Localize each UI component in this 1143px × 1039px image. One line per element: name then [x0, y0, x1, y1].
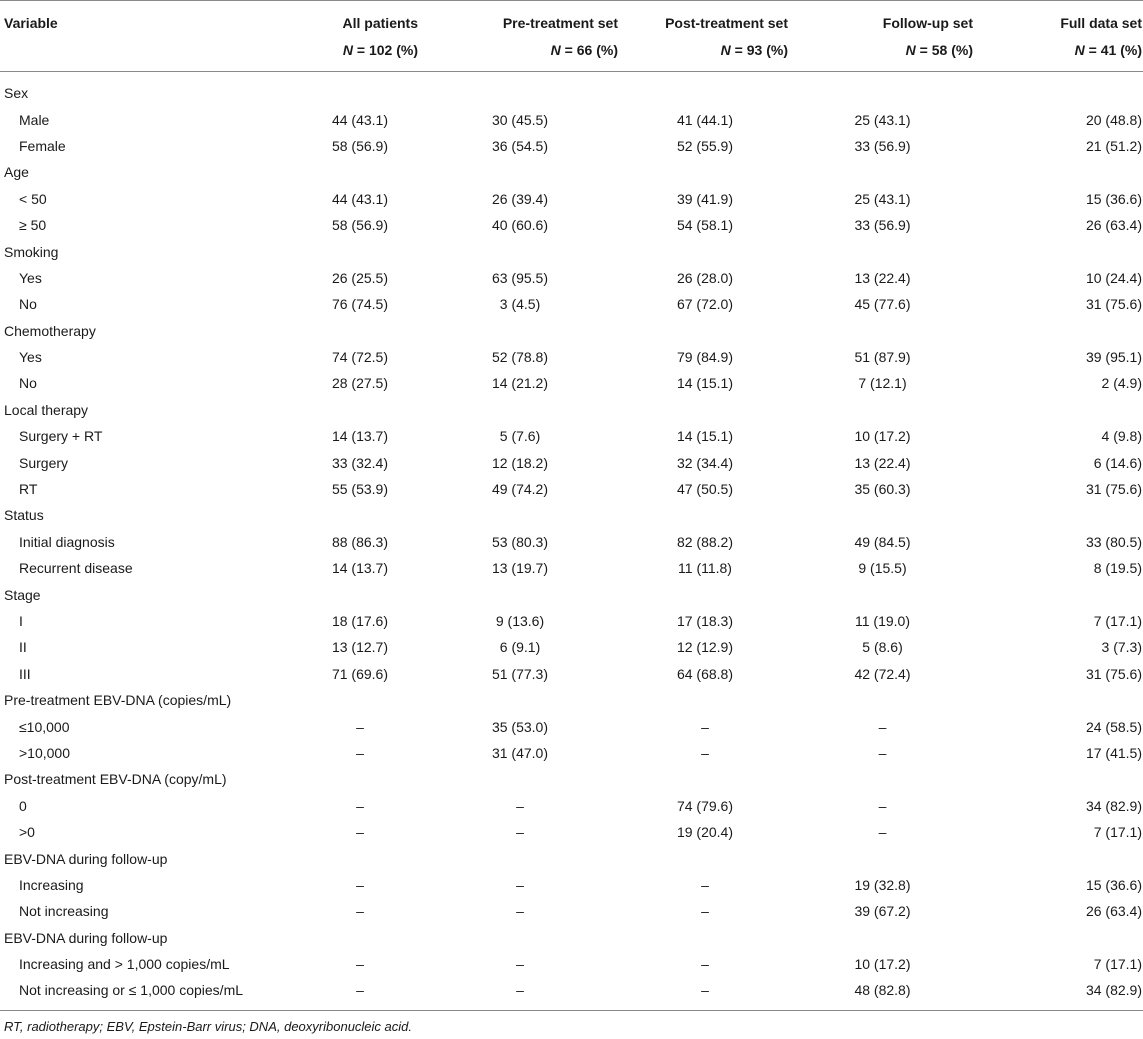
- cell-value: 24 (58.5): [1085, 718, 1142, 735]
- cell-value: [300, 925, 420, 951]
- cell-value: 64 (68.8): [676, 665, 734, 682]
- cell-value: 49 (74.2): [491, 481, 549, 498]
- cell-value: [300, 159, 420, 185]
- cell-value: 31 (75.6): [1085, 481, 1142, 498]
- header-pre-treatment-set: Pre-treatment set: [502, 15, 618, 31]
- cell-value: [420, 502, 620, 528]
- cell-value: 71 (69.6): [331, 665, 389, 682]
- row-label: I: [19, 613, 23, 629]
- group-label: Age: [4, 164, 29, 181]
- cell-value: 51 (87.9): [854, 349, 911, 366]
- cell-value: 9 (13.6): [495, 613, 545, 629]
- table-row: [0, 133, 1143, 159]
- row-label: III: [19, 665, 31, 682]
- cell-value: 74 (72.5): [331, 349, 389, 366]
- cell-value: 2 (4.9): [1101, 375, 1142, 392]
- header-n-full-data: N = 41 (%): [975, 32, 1143, 72]
- table-row: [0, 344, 1143, 370]
- row-label: Recurrent disease: [19, 560, 133, 577]
- cell-value: [300, 766, 420, 792]
- cell-value: 33 (56.9): [854, 217, 911, 234]
- cell-value: [975, 581, 1143, 607]
- cell-value: 30 (45.5): [491, 111, 549, 128]
- cell-value: 6 (9.1): [499, 639, 541, 656]
- cell-value: [620, 581, 790, 607]
- cell-value: –: [356, 903, 364, 920]
- cell-value: –: [878, 744, 887, 761]
- cell-value: 34 (82.9): [1085, 982, 1142, 999]
- cell-value: –: [516, 824, 524, 841]
- cell-value: –: [516, 876, 524, 893]
- cell-value: 13 (22.4): [854, 454, 911, 471]
- group-label: Post-treatment EBV-DNA (copy/mL): [4, 771, 227, 788]
- row-label: >0: [19, 824, 35, 841]
- cell-value: 14 (15.1): [676, 375, 734, 392]
- table-row: [0, 661, 1143, 687]
- cell-value: [420, 925, 620, 951]
- row-label: RT: [19, 481, 38, 498]
- cell-value: –: [356, 824, 364, 841]
- header-n-follow-up: N = 58 (%): [790, 32, 975, 72]
- table-footnote: RT, radiotherapy; EBV, Epstein-Barr virus; DNA, deoxyribonucleic acid.: [4, 1019, 412, 1034]
- cell-value: 4 (9.8): [1101, 428, 1142, 445]
- table-row: [0, 476, 1143, 502]
- cell-value: 26 (28.0): [676, 269, 734, 286]
- cell-value: [300, 502, 420, 528]
- row-label: II: [19, 639, 27, 656]
- cell-value: 17 (18.3): [676, 613, 734, 629]
- cell-value: 47 (50.5): [676, 481, 734, 498]
- header-variable: Variable: [4, 15, 58, 31]
- cell-value: 45 (77.6): [854, 296, 911, 313]
- table-row: [0, 713, 1143, 739]
- cell-value: –: [516, 956, 524, 973]
- cell-value: 49 (84.5): [854, 533, 911, 550]
- cell-value: 41 (44.1): [676, 111, 734, 128]
- cell-value: [420, 159, 620, 185]
- header-post-treatment-set: Post-treatment set: [665, 15, 788, 31]
- cell-value: 3 (7.3): [1101, 639, 1142, 656]
- table-row: [0, 106, 1143, 132]
- cell-value: [620, 72, 790, 107]
- cell-value: 6 (14.6): [1093, 454, 1142, 471]
- row-label: Not increasing or ≤ 1,000 copies/mL: [19, 982, 244, 999]
- cell-value: –: [516, 903, 524, 920]
- cell-value: [975, 845, 1143, 871]
- cell-value: 35 (60.3): [854, 481, 911, 498]
- table-row: [0, 449, 1143, 475]
- cell-value: –: [878, 824, 887, 841]
- cell-value: –: [701, 744, 709, 761]
- cell-value: 26 (25.5): [331, 269, 389, 286]
- cell-value: 79 (84.9): [676, 349, 734, 366]
- row-label: Surgery: [19, 454, 69, 471]
- cell-value: 74 (79.6): [676, 797, 734, 814]
- cell-value: 3 (4.5): [499, 296, 541, 313]
- cell-value: [975, 687, 1143, 713]
- cell-value: [620, 318, 790, 344]
- header-full-data-set: Full data set: [1060, 15, 1142, 31]
- table-row: [0, 793, 1143, 819]
- row-label: Increasing and > 1,000 copies/mL: [19, 956, 230, 973]
- cell-value: [790, 845, 975, 871]
- cell-value: 21 (51.2): [1085, 137, 1142, 154]
- cell-value: 18 (17.6): [331, 613, 389, 629]
- table-row: [0, 819, 1143, 845]
- group-label: Chemotherapy: [4, 322, 96, 339]
- cell-value: [790, 397, 975, 423]
- cell-value: 12 (12.9): [676, 639, 734, 656]
- cell-value: –: [356, 982, 364, 999]
- table-row: [0, 608, 1143, 634]
- cell-value: [620, 238, 790, 264]
- cell-value: [620, 159, 790, 185]
- cell-value: –: [701, 982, 709, 999]
- row-label: Initial diagnosis: [19, 533, 115, 550]
- cell-value: [975, 502, 1143, 528]
- cell-value: 10 (17.2): [854, 428, 911, 445]
- cell-value: [790, 766, 975, 792]
- table-row: [0, 186, 1143, 212]
- cell-value: [420, 845, 620, 871]
- cell-value: [790, 925, 975, 951]
- cell-value: [620, 766, 790, 792]
- cell-value: 39 (41.9): [676, 190, 734, 207]
- cell-value: 58 (56.9): [331, 217, 389, 234]
- cell-value: [790, 687, 975, 713]
- cell-value: –: [356, 876, 364, 893]
- group-label: EBV-DNA during follow-up: [4, 929, 168, 946]
- cell-value: 31 (47.0): [491, 744, 549, 761]
- cell-value: 7 (17.1): [1093, 824, 1142, 841]
- cell-value: 52 (55.9): [676, 137, 734, 154]
- cell-value: 58 (56.9): [331, 137, 389, 154]
- cell-value: [300, 238, 420, 264]
- cell-value: 26 (63.4): [1085, 903, 1142, 920]
- cell-value: –: [701, 903, 709, 920]
- cell-value: [790, 502, 975, 528]
- table-body: [0, 72, 1143, 1011]
- table-row: [0, 370, 1143, 396]
- cell-value: [975, 397, 1143, 423]
- cell-value: 33 (32.4): [331, 454, 389, 471]
- table-group-row: [0, 72, 1143, 107]
- cell-value: 53 (80.3): [491, 533, 549, 550]
- cell-value: 33 (56.9): [854, 137, 911, 154]
- cell-value: 35 (53.0): [491, 718, 549, 735]
- cell-value: 13 (12.7): [331, 639, 389, 656]
- row-label: >10,000: [19, 744, 70, 761]
- table-row: [0, 977, 1143, 1010]
- cell-value: 33 (80.5): [1085, 533, 1142, 550]
- cell-value: [420, 766, 620, 792]
- table-row: [0, 740, 1143, 766]
- row-label: Yes: [19, 269, 42, 286]
- row-label: No: [19, 296, 37, 313]
- cell-value: 40 (60.6): [491, 217, 549, 234]
- cell-value: 28 (27.5): [331, 375, 389, 392]
- cell-value: [420, 238, 620, 264]
- cell-value: 31 (75.6): [1085, 296, 1142, 313]
- table-group-row: [0, 238, 1143, 264]
- header-variable-blank: [0, 32, 300, 72]
- cell-value: [975, 159, 1143, 185]
- cell-value: [420, 318, 620, 344]
- cell-value: –: [878, 718, 887, 735]
- cell-value: 11 (11.8): [678, 560, 732, 577]
- cell-value: 52 (78.8): [491, 349, 549, 366]
- table-row: [0, 423, 1143, 449]
- cell-value: –: [356, 956, 364, 973]
- cell-value: 39 (95.1): [1085, 349, 1142, 366]
- cell-value: 44 (43.1): [331, 111, 389, 128]
- table-group-row: [0, 318, 1143, 344]
- cell-value: –: [356, 797, 364, 814]
- cell-value: 25 (43.1): [854, 190, 911, 207]
- row-label: Male: [19, 111, 50, 128]
- cell-value: 14 (13.7): [331, 560, 389, 577]
- table-row: [0, 265, 1143, 291]
- cell-value: [620, 502, 790, 528]
- cell-value: 82 (88.2): [676, 533, 734, 550]
- cell-value: 11 (19.0): [855, 613, 910, 629]
- cell-value: [420, 397, 620, 423]
- cell-value: 88 (86.3): [331, 533, 389, 550]
- cell-value: [620, 845, 790, 871]
- cell-value: [300, 397, 420, 423]
- cell-value: [790, 159, 975, 185]
- cell-value: 14 (15.1): [676, 428, 734, 445]
- table-group-row: [0, 581, 1143, 607]
- cell-value: [975, 72, 1143, 107]
- cell-value: [790, 581, 975, 607]
- cell-value: –: [701, 876, 709, 893]
- cell-value: 13 (19.7): [491, 560, 549, 577]
- row-label: Surgery + RT: [19, 428, 103, 445]
- cell-value: 15 (36.6): [1085, 876, 1142, 893]
- cell-value: 10 (17.2): [854, 956, 911, 973]
- cell-value: 32 (34.4): [676, 454, 734, 471]
- cell-value: [420, 687, 620, 713]
- cell-value: [975, 925, 1143, 951]
- cell-value: [620, 687, 790, 713]
- table-row: [0, 951, 1143, 977]
- cell-value: [300, 845, 420, 871]
- cell-value: 26 (63.4): [1085, 217, 1142, 234]
- cell-value: [300, 581, 420, 607]
- cell-value: 7 (17.1): [1093, 956, 1142, 973]
- table-group-row: [0, 925, 1143, 951]
- table-row: [0, 898, 1143, 924]
- cell-value: –: [878, 797, 887, 814]
- row-label: 0: [19, 797, 27, 814]
- cell-value: 26 (39.4): [491, 190, 549, 207]
- cell-value: 34 (82.9): [1085, 797, 1142, 814]
- cell-value: 48 (82.8): [854, 982, 911, 999]
- cell-value: [420, 581, 620, 607]
- cell-value: –: [356, 718, 364, 735]
- cell-value: 17 (41.5): [1085, 744, 1142, 761]
- cell-value: [300, 687, 420, 713]
- table-group-row: [0, 766, 1143, 792]
- cell-value: 13 (22.4): [854, 269, 911, 286]
- row-label: No: [19, 375, 37, 392]
- group-label: Status: [4, 507, 44, 524]
- cell-value: [975, 318, 1143, 344]
- row-label: ≤10,000: [19, 718, 70, 735]
- cell-value: 39 (67.2): [854, 903, 911, 920]
- row-label: ≥ 50: [19, 217, 47, 234]
- table-row: [0, 634, 1143, 660]
- cell-value: [790, 238, 975, 264]
- cell-value: 5 (7.6): [499, 428, 541, 445]
- cell-value: 19 (32.8): [854, 876, 911, 893]
- group-label: EBV-DNA during follow-up: [4, 850, 168, 867]
- cell-value: 44 (43.1): [331, 190, 389, 207]
- table-row: [0, 529, 1143, 555]
- cell-value: [620, 397, 790, 423]
- cell-value: [790, 318, 975, 344]
- cell-value: 55 (53.9): [331, 481, 389, 498]
- cell-value: [420, 72, 620, 107]
- table-row: [0, 212, 1143, 238]
- cell-value: 7 (12.1): [858, 375, 907, 392]
- table-header: [0, 1, 1143, 72]
- header-all-patients: All patients: [342, 15, 418, 31]
- cell-value: 42 (72.4): [854, 665, 911, 682]
- table-row: [0, 555, 1143, 581]
- cell-value: –: [701, 956, 709, 973]
- cell-value: 14 (21.2): [491, 375, 549, 392]
- cell-value: 54 (58.1): [676, 217, 734, 234]
- table-group-row: [0, 845, 1143, 871]
- group-label: Local therapy: [4, 401, 89, 418]
- row-label: Not increasing: [19, 903, 109, 920]
- cell-value: 9 (15.5): [858, 560, 907, 577]
- header-n-pre-treatment: N = 66 (%): [420, 32, 620, 72]
- cell-value: –: [356, 744, 364, 761]
- header-follow-up-set: Follow-up set: [882, 15, 973, 31]
- table-group-row: [0, 687, 1143, 713]
- header-n-post-treatment: N = 93 (%): [620, 32, 790, 72]
- row-label: Female: [19, 137, 66, 154]
- row-label: Increasing: [19, 876, 84, 893]
- table-group-row: [0, 159, 1143, 185]
- cell-value: –: [516, 797, 524, 814]
- group-label: Stage: [4, 586, 41, 603]
- cell-value: 67 (72.0): [676, 296, 734, 313]
- cell-value: [300, 72, 420, 107]
- row-label: Yes: [19, 349, 42, 366]
- table-group-row: [0, 397, 1143, 423]
- cell-value: 63 (95.5): [491, 269, 549, 286]
- cell-value: 20 (48.8): [1085, 111, 1142, 128]
- cell-value: 10 (24.4): [1085, 269, 1142, 286]
- cell-value: 12 (18.2): [491, 454, 549, 471]
- table-row: [0, 872, 1143, 898]
- cell-value: [620, 925, 790, 951]
- cell-value: 25 (43.1): [854, 111, 911, 128]
- cell-value: [790, 72, 975, 107]
- table-row: [0, 291, 1143, 317]
- cell-value: 14 (13.7): [331, 428, 389, 445]
- cell-value: [300, 318, 420, 344]
- cell-value: –: [516, 982, 524, 999]
- cell-value: 31 (75.6): [1085, 665, 1142, 682]
- cell-value: 8 (19.5): [1093, 560, 1142, 577]
- cell-value: 51 (77.3): [491, 665, 549, 682]
- cell-value: 19 (20.4): [676, 824, 734, 841]
- cell-value: [975, 766, 1143, 792]
- cell-value: 5 (8.6): [862, 639, 903, 656]
- cell-value: 7 (17.1): [1093, 613, 1142, 629]
- cell-value: 76 (74.5): [331, 296, 389, 313]
- table-group-row: [0, 502, 1143, 528]
- group-label: Smoking: [4, 243, 59, 260]
- header-n-all-patients: N = 102 (%): [300, 32, 420, 72]
- cell-value: 36 (54.5): [491, 137, 549, 154]
- row-label: < 50: [19, 190, 47, 207]
- group-label: Sex: [4, 85, 29, 102]
- group-label: Pre-treatment EBV-DNA (copies/mL): [4, 692, 232, 709]
- cell-value: 15 (36.6): [1085, 190, 1142, 207]
- cell-value: [975, 238, 1143, 264]
- cell-value: –: [701, 718, 709, 735]
